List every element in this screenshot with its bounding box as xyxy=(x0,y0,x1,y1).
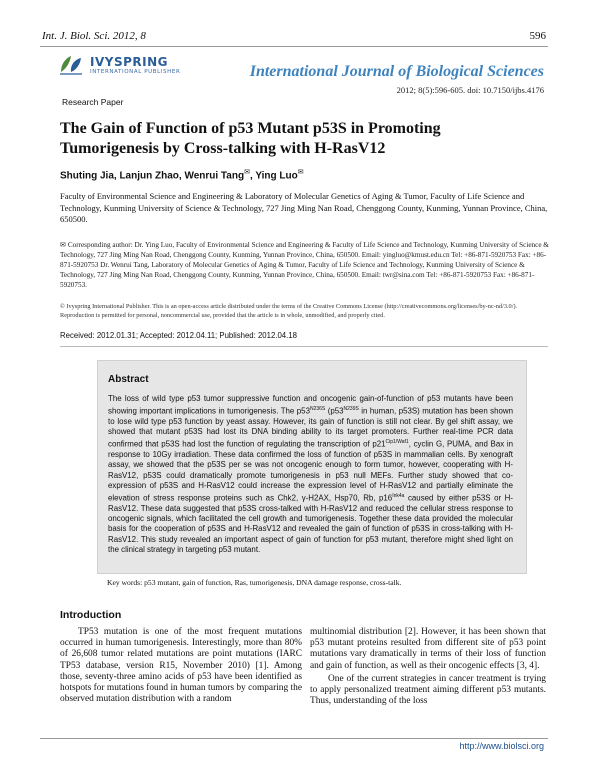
copyright-notice: © Ivyspring International Publisher. This is an open-access article distributed under the terms of the Creative Commons License (http://creativecommons.org/licenses/by-nc-nd/3.0/). Reproduction is permitted for personal, noncommercial use, provided that the article is in whole, unmodified, and properly cited. xyxy=(60,303,518,319)
mail-icon: ✉ xyxy=(244,169,250,176)
article-type: Research Paper xyxy=(62,97,124,107)
running-header-journal: Int. J. Biol. Sci. 2012, 8 xyxy=(42,30,146,42)
authors-part-1: Shuting Jia, Lanjun Zhao, Wenrui Tang xyxy=(60,170,245,182)
footer-link[interactable]: http://www.biolsci.org xyxy=(459,741,544,751)
intro-column-right xyxy=(310,627,546,707)
abstract-heading: Abstract xyxy=(108,374,149,385)
publisher-name: IVYSPRING xyxy=(90,55,168,69)
author-list xyxy=(60,168,304,181)
abstract-seg: (p53 xyxy=(325,406,344,416)
journal-title: International Journal of Biological Sciences xyxy=(249,63,544,80)
intro-column-left: TP53 mutation is one of the most frequent mutations occurred in human tumorigenesis. Interestingly, more than 80% of 26,608 tumor related mutations are point mutations (IARC TP53 database, version R15, November 2010) [1]. Among those, seventy-three amino acids of p53 have been identified as hotspots for mutations found in human tumors by comparing the observed mutation distribution with a random xyxy=(60,627,302,705)
keywords: Key words: p53 mutant, gain of function, Ras, tumorigenesis, DNA damage response, cross-talk. xyxy=(107,578,402,587)
abstract-box xyxy=(97,360,527,574)
introduction-heading: Introduction xyxy=(60,609,122,621)
corresponding-author: ✉ Corresponding author: Dr. Ying Luo, Faculty of Environmental Science and Engineering & Faculty of Life Science and Technology, Kunming University of Science & Technology, 727 Jing Ming Nan Road, Chenggong County, Kunming, Yunnan Province, China, 650500. Email: yingluo@kmust.edu.cn Tel: +86-871-5920753 Fax: +86-871-5920753 Dr. Wenrui Tang, Laboratory of Molecular Genetics of Aging & Tumor, Faculty of Life Science and Technology, Kunming University of Science & Technology, 727 Jing Ming Nan Road, Chenggong County, Kunming, Yunnan Province, China, 650500. Email: twr@sina.com Tel: +86-871-5920753 Fax: +86-871-5920753. xyxy=(60,241,549,289)
affiliation: Faculty of Environmental Science and Engineering & Laboratory of Molecular Genetics of Aging & Tumor, Faculty of Life Science and Technology, Kunming University of Science & Technology, 727 Jing Ming Nan Road, Chenggong County, Kunming, Yunnan Province, China, 650500. xyxy=(60,191,548,224)
authors-part-2: , Ying Luo xyxy=(249,170,298,182)
abstract-sup: N239S xyxy=(343,406,359,413)
article-title: The Gain of Function of p53 Mutant p53S in Promoting Tumorigenesis by Cross-talking with H-RasV12 xyxy=(60,120,441,157)
publisher-logo xyxy=(58,54,180,76)
ivy-leaf-icon xyxy=(58,54,84,76)
abstract-seg: caused by either p53S or H-RasV12. These data suggested that p53S cross-talked with H-RasV12 and reduced the cellular stress response to oncogenic signals, which facilitated the cell growth and tumorigenesis. Together these data provided the molecular basis for the cooperation of p53S and H-RasV12 and revealed the gain of function of p53S in cross-talking with H-RasV12. This study revealed an important aspect of gain of function for p53 mutant, therefore might shed light on the clinical strategy in targeting p53 mutant. xyxy=(108,493,513,554)
abstract-seg: in human, p53S) mutation has been shown to lose wild type p53 function by yeast assay. However, its gain of function is still not clear. By gel shift assay, we showed that mutant p53S had lost its DNA binding ability to its target promoters. Further real-time PCR data confirmed that p53S had lost the function of regulating the transcription of p21 xyxy=(108,406,513,450)
mail-icon: ✉ xyxy=(297,169,304,176)
intro-paragraph-continued: multinomial distribution [2]. However, it has been shown that p53 mutant proteins resulted from different site of p53 point mutations vary dramatically in terms of their loss of function and gain of function, as well as their oncogenic effects [3, 4]. xyxy=(310,627,546,671)
abstract-sup: Cip1/Waf1 xyxy=(385,439,409,446)
page-number: 596 xyxy=(529,30,546,42)
intro-paragraph: One of the current strategies in cancer treatment is trying to apply personalized treatment aiming different p53 mutants. Thus, understanding of the loss xyxy=(310,673,546,707)
header-divider xyxy=(40,46,548,47)
abstract-sup: Ink4a xyxy=(392,493,405,500)
footer-divider xyxy=(40,738,548,739)
abstract-text xyxy=(108,394,513,555)
abstract-seg: The loss of wild type p53 tumor suppressive function and oncogenic gain-of-function of p53 mutants have been showing important implications in tumorigenesis. The p53 xyxy=(108,394,513,416)
publisher-subtitle: INTERNATIONAL PUBLISHER xyxy=(90,69,181,75)
abstract-sup: N236S xyxy=(309,406,326,413)
citation: 2012; 8(5):596-605. doi: 10.7150/ijbs.4176 xyxy=(396,85,544,95)
publication-dates: Received: 2012.01.31; Accepted: 2012.04.11; Published: 2012.04.18 xyxy=(60,331,297,340)
abstract-seg: , cyclin G, PUMA, and Bax in response to 10Gy irradiation. These data confirmed the loss of function of p53S in mammalian cells. By xenograft assay, we showed that the p53S per se was not oncogenic enough to form tumor, however, cooperating with H-RasV12, p53S could dramatically promote tumorigenesis in p53 null MEFs. Further study showed that co-expression of p53S and H-RasV12 could increase the expression level of H-RasV12 and partially eliminate the elevation of stress response proteins such as Chk2, γ-H2AX, Hsp70, Rb, p16 xyxy=(108,440,513,503)
dates-divider xyxy=(60,346,548,347)
